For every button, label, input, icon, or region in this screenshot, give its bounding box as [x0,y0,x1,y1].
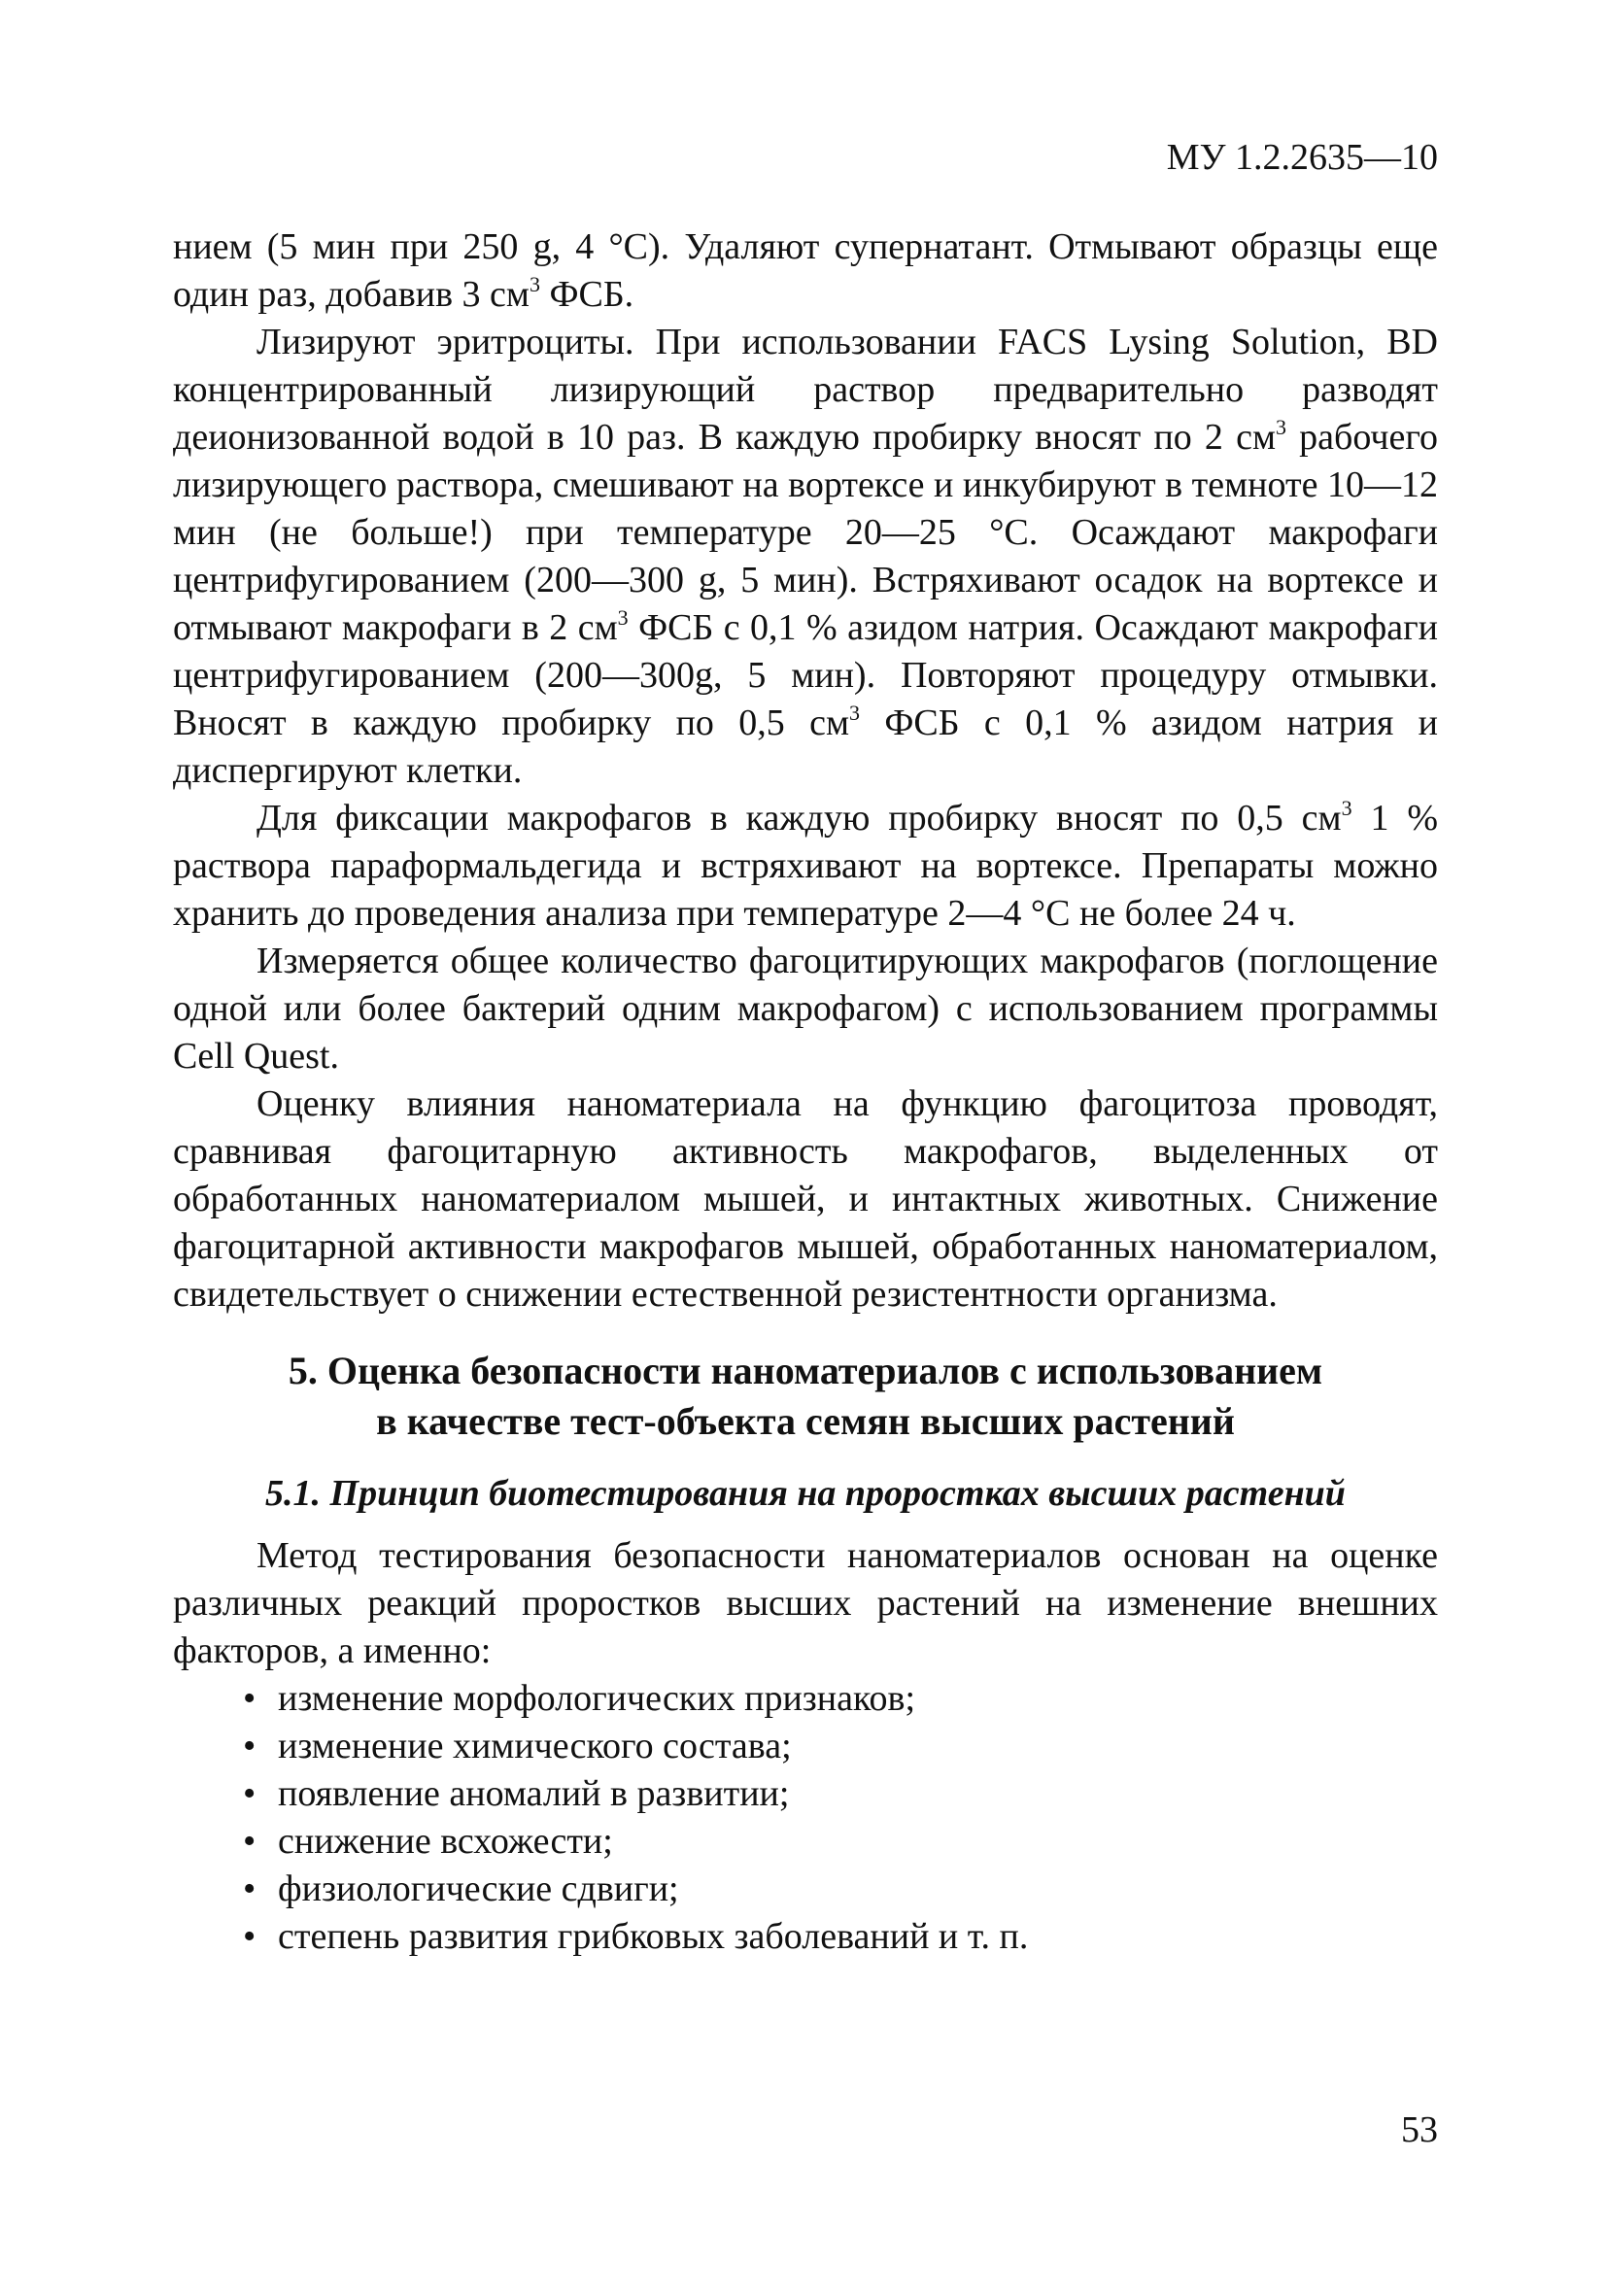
section-5-heading-line-2: в качестве тест-объекта семян высших растений [376,1399,1235,1443]
subsection-5-1-heading: 5.1. Принцип биотестирования на проростках высших растений [265,1473,1346,1514]
paragraph-fixation: Для фиксации макрофагов в каждую пробирку вносят по 0,5 $см^3$ 1 % раствора параформальдегида и встряхивают на вортексе. Препараты можно хранить до проведения анализа при температуре 2—4 °С не более 24 ч. [173,796,1438,934]
section-5-heading [173,1346,1438,1447]
list-item: • степень развития грибковых заболеваний и т. п. [243,1913,1438,1961]
paragraph-method-intro: Метод тестирования безопасности наноматериалов основан на оценке различных реакций проростков высших растений на изменение внешних факторов, а именно: [173,1535,1438,1671]
document-body [173,223,1438,1961]
factors-bullet-list [173,1675,1438,1961]
paragraph-centrifugation-continued: нием (5 мин при 250 g, 4 °С). Удаляют супернатант. Отмывают образцы еще один раз, добавив 3 $см^3$ ФСБ. [173,226,1438,315]
paragraph-measurement: Измеряется общее количество фагоцитирующих макрофагов (поглощение одной или более бактерий одним макрофагом) с использованием программы Cell Quest. [173,941,1438,1077]
list-item: • физиологические сдвиги; [243,1866,1438,1913]
bullet-icon: • [243,1678,256,1719]
paragraph-erythrocyte-lysis: Лизируют эритроциты. При использовании FACS Lysing Solution, BD концентрированный лизирующий раствор предварительно разводят деионизованной водой в 10 раз. В каждую пробирку вносят по 2 $см^3$ рабочего лизирующего раствора, смешивают на вортексе и инкубируют в темноте 10—12 мин (не больше!) при температуре 20—25 °С. Осаждают макрофаги центрифугированием (200—300 g, 5 мин). Встряхивают осадок на вортексе и отмывают макрофаги в 2 $см^3$ ФСБ с 0,1 % азидом натрия. Осаждают макрофаги центрифугированием (200—300g, 5 мин). Повторяют процедуру отмывки. Вносят в каждую пробирку по 0,5 $см^3$ ФСБ с 0,1 % азидом натрия и диспергируют клетки. [173,322,1439,791]
list-item: • снижение всхожести; [243,1818,1438,1866]
bullet-icon: • [243,1726,256,1766]
list-item: • изменение химического состава; [243,1723,1438,1770]
bullet-icon: • [243,1821,256,1862]
bullet-icon: • [243,1868,256,1909]
page-number: 53 [1401,2109,1438,2150]
list-item: • изменение морфологических признаков; [243,1675,1438,1723]
bullet-icon: • [243,1916,256,1957]
section-5-heading-line-1: 5. Оценка безопасности наноматериалов с использованием [288,1349,1323,1392]
bullet-icon: • [243,1773,256,1814]
running-header-doc-code: МУ 1.2.2635—10 [1166,137,1438,178]
paragraph-assessment: Оценку влияния наноматериала на функцию фагоцитоза проводят, сравнивая фагоцитарную активность макрофагов, выделенных от обработанных наноматериалом мышей, и интактных животных. Снижение фагоцитарной активности макрофагов мышей, обработанных наноматериалом, свидетельствует о снижении естественной резистентности организма. [173,1083,1438,1315]
list-item: • появление аномалий в развитии; [243,1770,1438,1818]
